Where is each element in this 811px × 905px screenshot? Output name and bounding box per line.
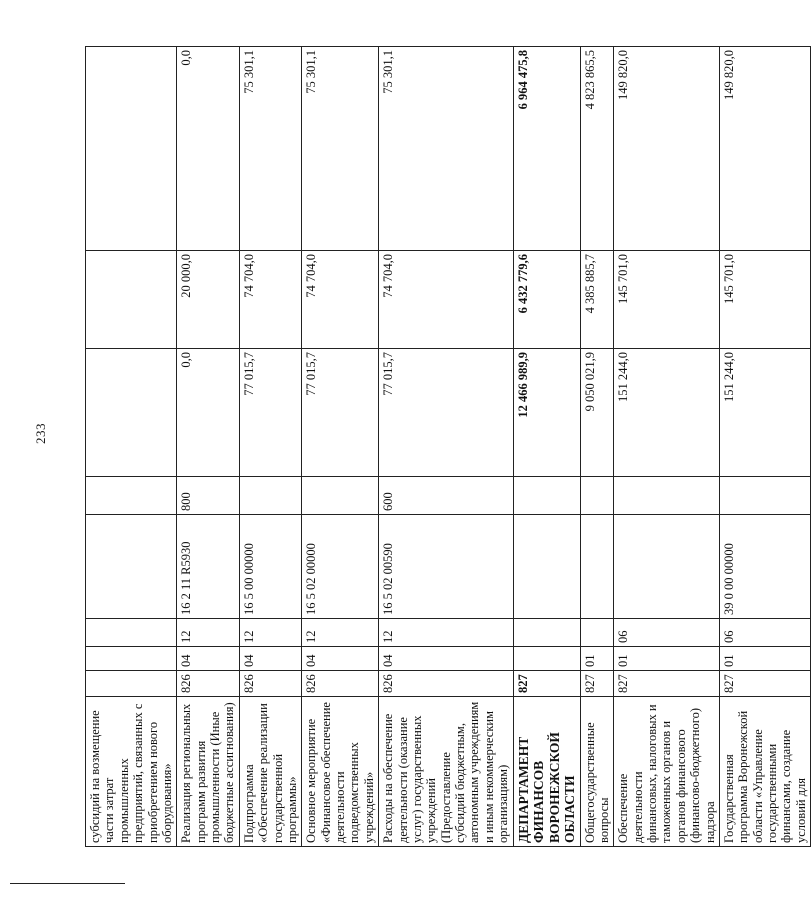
section-code xyxy=(86,647,177,671)
target-article-code: 16 5 00 00000 xyxy=(239,515,302,619)
table-row xyxy=(86,47,177,847)
section-code: 01 xyxy=(719,647,810,671)
amount-year-2: 74 704,0 xyxy=(379,251,513,349)
section-code: 04 xyxy=(177,647,240,671)
expense-type-code xyxy=(302,477,379,515)
expense-type-code: 800 xyxy=(177,477,240,515)
section-code: 04 xyxy=(239,647,302,671)
table-row xyxy=(580,47,614,847)
target-article-code: 16 2 11 R5930 xyxy=(177,515,240,619)
expense-type-code xyxy=(239,477,302,515)
grbs-code xyxy=(86,671,177,697)
amount-year-2: 145 701,0 xyxy=(719,251,810,349)
amount-year-3: 75 301,1 xyxy=(379,47,513,251)
amount-year-3: 6 964 475,8 xyxy=(513,47,580,251)
subsection-code: 12 xyxy=(302,619,379,647)
amount-year-3: 75 301,1 xyxy=(302,47,379,251)
subsection-code: 06 xyxy=(614,619,720,647)
target-article-code xyxy=(86,515,177,619)
target-article-code xyxy=(614,515,720,619)
grbs-code: 826 xyxy=(239,671,302,697)
expense-type-code: 600 xyxy=(379,477,513,515)
amount-year-1: 9 050 021,9 xyxy=(580,349,614,477)
grbs-code: 827 xyxy=(719,671,810,697)
grbs-code: 827 xyxy=(580,671,614,697)
amount-year-2: 4 385 885,7 xyxy=(580,251,614,349)
table-row xyxy=(177,47,240,847)
section-code: 01 xyxy=(614,647,720,671)
subsection-code xyxy=(86,619,177,647)
section-code: 04 xyxy=(302,647,379,671)
amount-year-3: 75 301,1 xyxy=(239,47,302,251)
amount-year-2: 74 704,0 xyxy=(239,251,302,349)
section-code: 04 xyxy=(379,647,513,671)
budget-table-container xyxy=(85,47,808,847)
row-name: Основное мероприятие «Финансовое обеспечение деятельности подведомственных учреждений» xyxy=(302,697,379,847)
amount-year-1: 151 244,0 xyxy=(719,349,810,477)
table-row xyxy=(379,47,513,847)
amount-year-3: 4 823 865,5 xyxy=(580,47,614,251)
target-article-code: 16 5 02 00590 xyxy=(379,515,513,619)
amount-year-3 xyxy=(86,47,177,251)
grbs-code: 826 xyxy=(177,671,240,697)
expense-type-code xyxy=(719,477,810,515)
row-name: Обеспечение деятельности финансовых, налоговых и таможенных органов и органов финансового (финансово-бюджетного) надзора xyxy=(614,697,720,847)
page-number: 233 xyxy=(33,423,48,444)
section-code xyxy=(513,647,580,671)
amount-year-2: 6 432 779,6 xyxy=(513,251,580,349)
subsection-code: 12 xyxy=(177,619,240,647)
subsection-code: 06 xyxy=(719,619,810,647)
row-name: Общегосударственные вопросы xyxy=(580,697,614,847)
expense-type-code xyxy=(580,477,614,515)
table-row xyxy=(719,47,810,847)
target-article-code: 16 5 02 00000 xyxy=(302,515,379,619)
grbs-code: 827 xyxy=(513,671,580,697)
amount-year-3: 149 820,0 xyxy=(719,47,810,251)
table-row xyxy=(614,47,720,847)
target-article-code xyxy=(513,515,580,619)
row-name: ДЕПАРТАМЕНТ ФИНАНСОВ ВОРОНЕЖСКОЙ ОБЛАСТИ xyxy=(513,697,580,847)
amount-year-1: 77 015,7 xyxy=(302,349,379,477)
row-name: Расходы на обеспечение деятельности (оказание услуг) государственных учреждений (Предоставление субсидий бюджетным, автономным учреждениям и иным некоммерческим организациям) xyxy=(379,697,513,847)
amount-year-3: 0,0 xyxy=(177,47,240,251)
table-row xyxy=(513,47,580,847)
table-row xyxy=(302,47,379,847)
subsection-code xyxy=(513,619,580,647)
amount-year-1: 77 015,7 xyxy=(239,349,302,477)
subsection-code xyxy=(580,619,614,647)
expense-type-code xyxy=(86,477,177,515)
section-code: 01 xyxy=(580,647,614,671)
amount-year-1: 77 015,7 xyxy=(379,349,513,477)
amount-year-1: 0,0 xyxy=(177,349,240,477)
grbs-code: 827 xyxy=(614,671,720,697)
amount-year-1 xyxy=(86,349,177,477)
row-name: Подпрограмма «Обеспечение реализации государственной программы» xyxy=(239,697,302,847)
amount-year-1: 151 244,0 xyxy=(614,349,720,477)
footer-rule xyxy=(10,883,125,884)
grbs-code: 826 xyxy=(302,671,379,697)
row-name: Государственная программа Воронежской области «Управление государственными финансами, создание условий для xyxy=(719,697,810,847)
grbs-code: 826 xyxy=(379,671,513,697)
amount-year-1: 12 466 989,9 xyxy=(513,349,580,477)
amount-year-2: 20 000,0 xyxy=(177,251,240,349)
row-name: субсидий на возмещение части затрат промышленных предприятий, связанных с приобретением нового оборудования» xyxy=(86,697,177,847)
target-article-code: 39 0 00 00000 xyxy=(719,515,810,619)
expense-type-code xyxy=(614,477,720,515)
amount-year-3: 149 820,0 xyxy=(614,47,720,251)
budget-table xyxy=(85,46,811,847)
table-row xyxy=(239,47,302,847)
amount-year-2 xyxy=(86,251,177,349)
subsection-code: 12 xyxy=(379,619,513,647)
amount-year-2: 145 701,0 xyxy=(614,251,720,349)
row-name: Реализация региональных программ развития промышленности (Иные бюджетные ассигнования) xyxy=(177,697,240,847)
expense-type-code xyxy=(513,477,580,515)
target-article-code xyxy=(580,515,614,619)
amount-year-2: 74 704,0 xyxy=(302,251,379,349)
subsection-code: 12 xyxy=(239,619,302,647)
